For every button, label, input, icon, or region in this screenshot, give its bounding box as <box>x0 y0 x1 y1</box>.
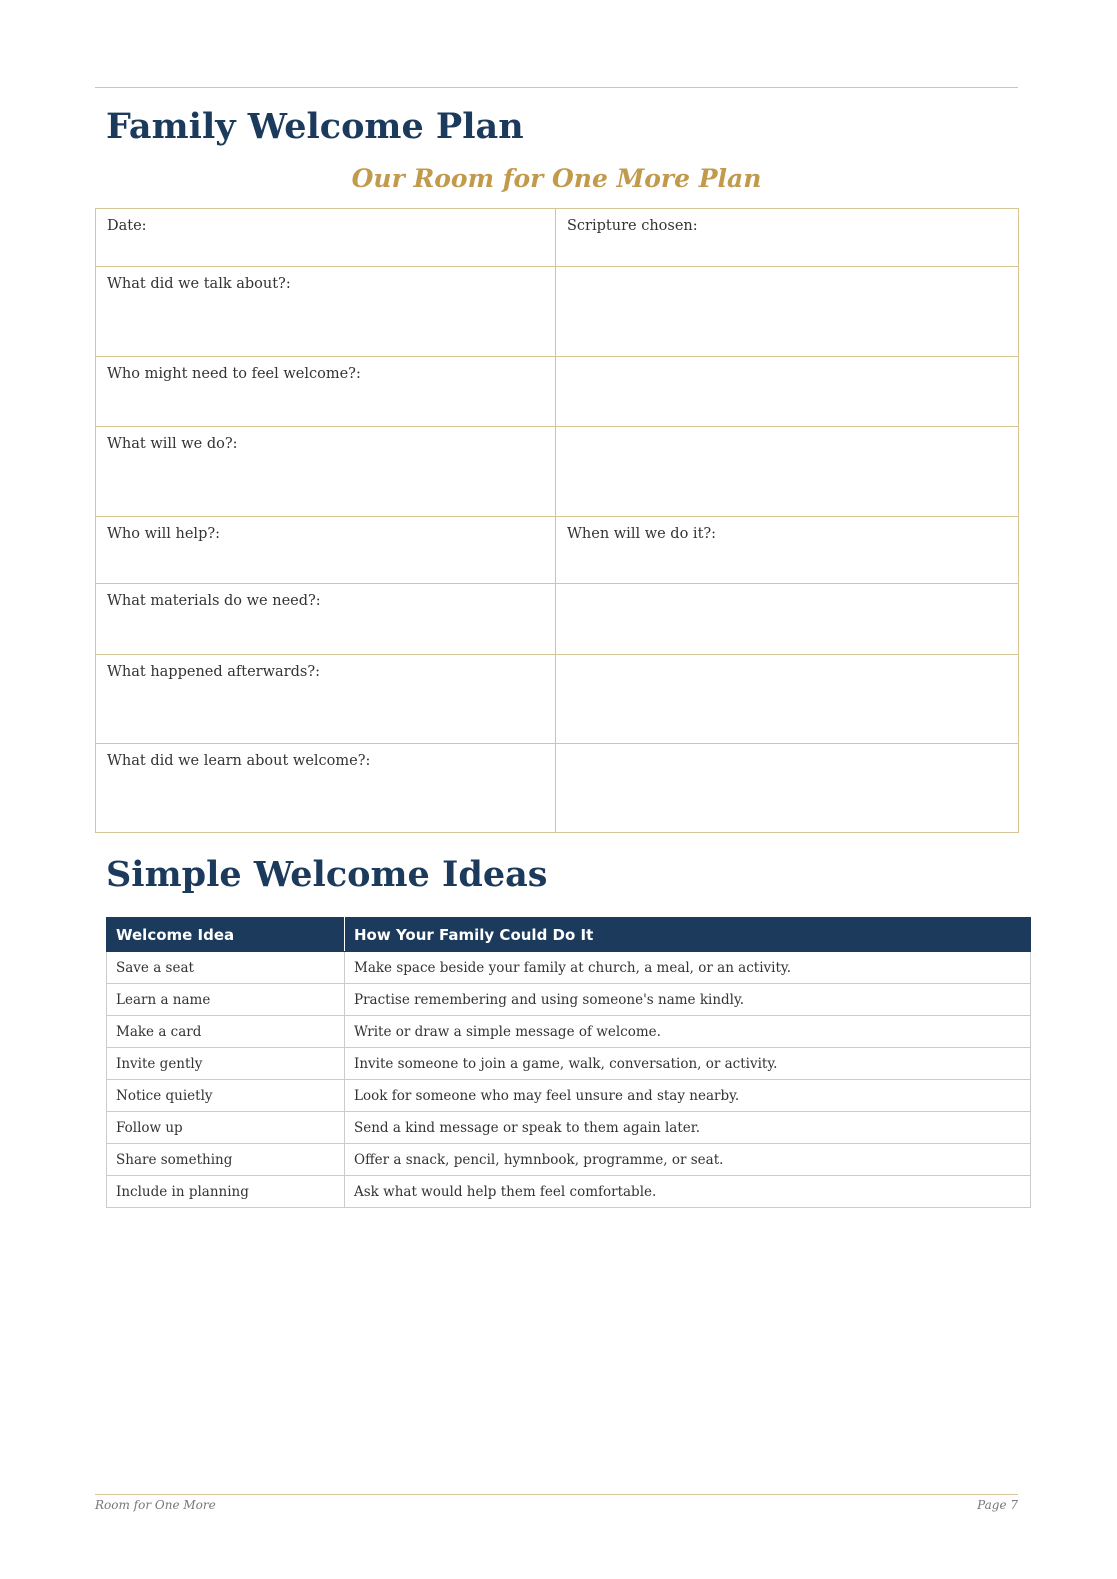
column-header-idea: Welcome Idea <box>107 918 345 952</box>
idea-cell: Notice quietly <box>107 1080 345 1112</box>
what-do-answer-field[interactable] <box>556 427 1019 517</box>
when-label: When will we do it?: <box>567 526 717 542</box>
idea-cell: Share something <box>107 1144 345 1176</box>
afterwards-answer-field[interactable] <box>556 655 1019 744</box>
how-cell: Send a kind message or speak to them again later. <box>345 1112 1031 1144</box>
page-title: Family Welcome Plan <box>106 106 524 147</box>
table-row <box>107 984 1031 1016</box>
idea-cell: Make a card <box>107 1016 345 1048</box>
what-do-label: What will we do?: <box>107 436 238 452</box>
plan-row <box>96 584 1019 655</box>
table-row <box>107 1080 1031 1112</box>
plan-row <box>96 267 1019 357</box>
talk-field[interactable] <box>96 267 556 357</box>
plan-row <box>96 357 1019 427</box>
table-row <box>107 1144 1031 1176</box>
plan-row <box>96 427 1019 517</box>
plan-row <box>96 655 1019 744</box>
how-cell: Invite someone to join a game, walk, conversation, or activity. <box>345 1048 1031 1080</box>
talk-answer-field[interactable] <box>556 267 1019 357</box>
column-header-how: How Your Family Could Do It <box>345 918 1031 952</box>
scripture-label: Scripture chosen: <box>567 218 698 234</box>
how-cell: Practise remembering and using someone's name kindly. <box>345 984 1031 1016</box>
footer-document-title: Room for One More <box>95 1498 216 1512</box>
plan-row <box>96 744 1019 833</box>
welcome-ideas-table <box>106 917 1031 1208</box>
idea-cell: Save a seat <box>107 952 345 984</box>
section-title-welcome-ideas: Simple Welcome Ideas <box>106 854 548 895</box>
plan-row <box>96 517 1019 584</box>
table-row <box>107 952 1031 984</box>
who-welcome-field[interactable] <box>96 357 556 427</box>
talk-label: What did we talk about?: <box>107 276 291 292</box>
learn-answer-field[interactable] <box>556 744 1019 833</box>
idea-cell: Include in planning <box>107 1176 345 1208</box>
idea-cell: Learn a name <box>107 984 345 1016</box>
who-welcome-label: Who might need to feel welcome?: <box>107 366 361 382</box>
plan-row <box>96 209 1019 267</box>
how-cell: Make space beside your family at church, a meal, or an activity. <box>345 952 1031 984</box>
plan-table <box>95 208 1019 833</box>
idea-cell: Follow up <box>107 1112 345 1144</box>
table-row <box>107 1048 1031 1080</box>
what-do-field[interactable] <box>96 427 556 517</box>
footer-page-number: Page 7 <box>977 1498 1018 1512</box>
who-help-label: Who will help?: <box>107 526 221 542</box>
who-welcome-answer-field[interactable] <box>556 357 1019 427</box>
table-header-row <box>107 918 1031 952</box>
materials-answer-field[interactable] <box>556 584 1019 655</box>
footer-divider <box>95 1494 1018 1495</box>
materials-label: What materials do we need?: <box>107 593 321 609</box>
date-label: Date: <box>107 218 147 234</box>
table-row <box>107 1176 1031 1208</box>
idea-cell: Invite gently <box>107 1048 345 1080</box>
who-help-field[interactable] <box>96 517 556 584</box>
date-field[interactable] <box>96 209 556 267</box>
scripture-field[interactable] <box>556 209 1019 267</box>
learn-label: What did we learn about welcome?: <box>107 753 371 769</box>
how-cell: Offer a snack, pencil, hymnbook, programme, or seat. <box>345 1144 1031 1176</box>
top-divider <box>95 87 1018 88</box>
table-row <box>107 1016 1031 1048</box>
how-cell: Ask what would help them feel comfortable. <box>345 1176 1031 1208</box>
materials-field[interactable] <box>96 584 556 655</box>
table-row <box>107 1112 1031 1144</box>
learn-field[interactable] <box>96 744 556 833</box>
when-field[interactable] <box>556 517 1019 584</box>
how-cell: Look for someone who may feel unsure and stay nearby. <box>345 1080 1031 1112</box>
afterwards-field[interactable] <box>96 655 556 744</box>
page-subtitle: Our Room for One More Plan <box>351 164 762 193</box>
afterwards-label: What happened afterwards?: <box>107 664 320 680</box>
how-cell: Write or draw a simple message of welcome. <box>345 1016 1031 1048</box>
